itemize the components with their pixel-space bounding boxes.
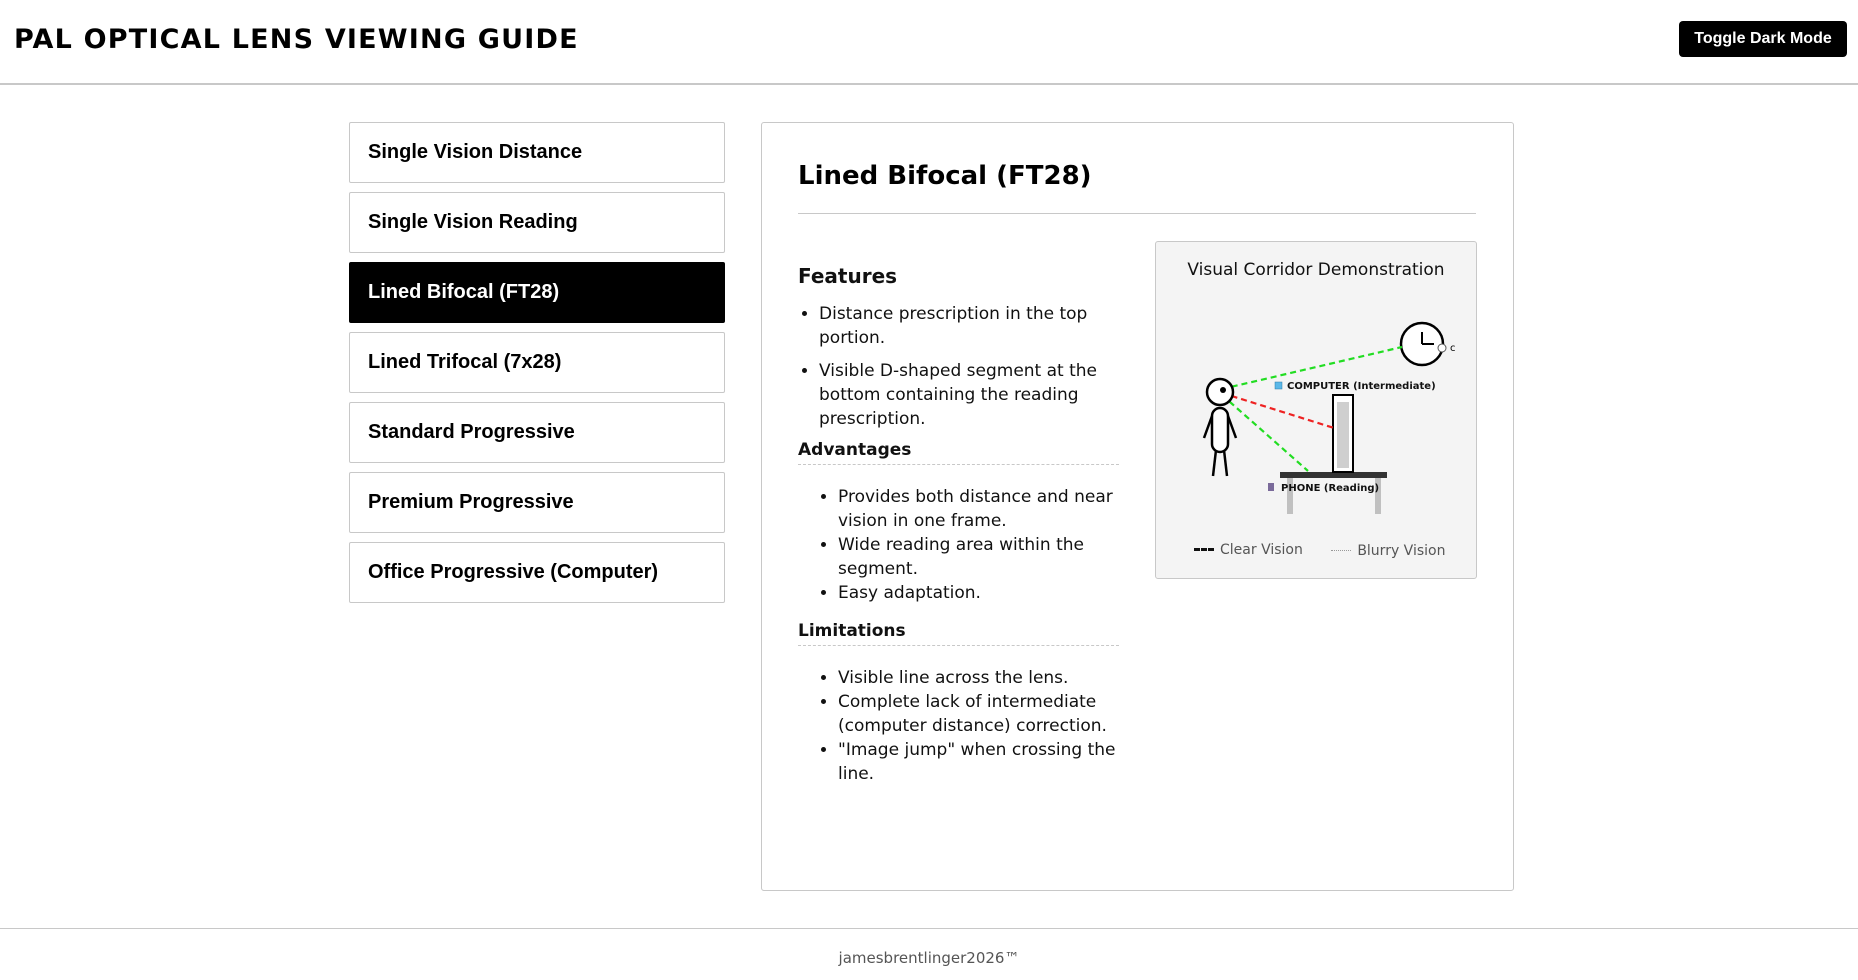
- legend-blurry-vision: [1331, 543, 1445, 559]
- demo-title: Visual Corridor Demonstration: [1187, 260, 1445, 280]
- limitation-item: • Complete lack of intermediate (computer distance) correction.: [838, 690, 1119, 738]
- toggle-dark-mode-button[interactable]: Toggle Dark Mode: [1679, 21, 1847, 57]
- phone-marker-icon: [1268, 483, 1274, 491]
- clock-icon: [1401, 323, 1446, 365]
- clear-vision-swatch-icon: [1194, 548, 1214, 551]
- computer-label: COMPUTER (Intermediate): [1287, 381, 1436, 392]
- lens-detail-panel: [761, 122, 1514, 891]
- phone-label: PHONE (Reading): [1281, 483, 1380, 494]
- lens-option-single-vision-reading[interactable]: Single Vision Reading: [349, 192, 725, 253]
- legend-blurry-label: Blurry Vision: [1357, 542, 1446, 559]
- lens-option-single-vision-distance[interactable]: Single Vision Distance: [349, 122, 725, 183]
- header: [0, 0, 1858, 85]
- lens-option-lined-trifocal[interactable]: Lined Trifocal (7x28): [349, 332, 725, 393]
- title-divider: [798, 213, 1476, 214]
- computer-marker-icon: [1275, 382, 1282, 389]
- legend-clear-label: Clear Vision: [1220, 541, 1303, 558]
- feature-item: • Visible D-shaped segment at the bottom containing the reading prescription.: [819, 359, 1119, 431]
- advantages-heading: Advantages: [798, 440, 1119, 465]
- visual-corridor-demo: [1155, 241, 1477, 579]
- limitation-item: • "Image jump" when crossing the line.: [838, 738, 1119, 786]
- features-heading: Features: [798, 264, 898, 288]
- lens-title: Lined Bifocal (FT28): [798, 161, 1092, 191]
- advantages-list: [798, 485, 1119, 605]
- limitation-item: • Visible line across the lens.: [838, 666, 1119, 690]
- advantage-item: • Provides both distance and near vision in one frame.: [838, 485, 1119, 533]
- limitations-list: [798, 666, 1119, 786]
- advantage-item: • Wide reading area within the segment.: [838, 533, 1119, 581]
- legend-clear-vision: [1194, 542, 1303, 558]
- lens-option-office-progressive[interactable]: Office Progressive (Computer): [349, 542, 725, 603]
- blurry-vision-swatch-icon: [1331, 550, 1351, 551]
- feature-item: • Distance prescription in the top portion.: [819, 302, 1119, 350]
- demo-legend: [1194, 539, 1469, 559]
- features-list: [798, 302, 1119, 431]
- advantage-item: • Easy adaptation.: [838, 581, 1119, 605]
- corridor-diagram: [1156, 242, 1476, 578]
- app-title: PAL OPTICAL LENS VIEWING GUIDE: [14, 24, 579, 55]
- clock-cut-label: c: [1450, 343, 1456, 354]
- person-icon: [1204, 379, 1236, 476]
- lens-option-standard-progressive[interactable]: Standard Progressive: [349, 402, 725, 463]
- monitor-icon: [1333, 395, 1353, 472]
- lens-info-column: [798, 264, 1119, 802]
- lens-option-lined-bifocal[interactable]: Lined Bifocal (FT28): [349, 262, 725, 323]
- footer-credit: jamesbrentlinger2026™: [838, 949, 1020, 967]
- lens-type-sidebar: [349, 122, 725, 612]
- footer: [0, 928, 1858, 980]
- lens-option-premium-progressive[interactable]: Premium Progressive: [349, 472, 725, 533]
- limitations-heading: Limitations: [798, 621, 1119, 646]
